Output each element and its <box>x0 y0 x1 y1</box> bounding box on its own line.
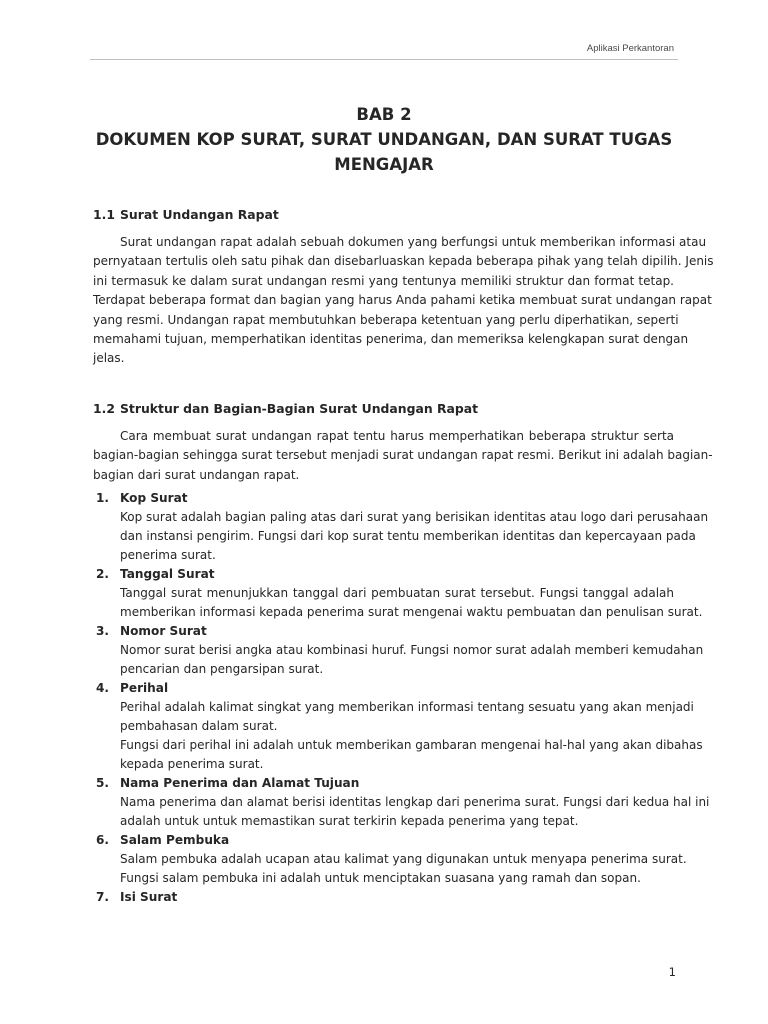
description-line: pencarian dan pengarsipan surat. <box>120 662 324 676</box>
description-line: kepada penerima surat. <box>120 757 264 771</box>
list-item-title: Nama Penerima dan Alamat Tujuan <box>120 776 360 790</box>
paragraph-line: memahami tujuan, memperhatikan identitas penerima, dan memeriksa kelengkapan surat dengan <box>93 332 689 347</box>
list-item-number: 1. <box>96 491 110 505</box>
list-item <box>93 489 709 565</box>
list-item <box>93 622 704 679</box>
section-number: 1.2 <box>93 401 115 416</box>
description-line: Salam pembuka adalah ucapan atau kalimat yang digunakan untuk menyapa penerima surat. <box>120 852 687 866</box>
paragraph-line: bagian dari surat undangan rapat. <box>93 467 300 482</box>
paragraph-line: Cara membuat surat undangan rapat tentu harus memperhatikan beberapa struktur serta <box>120 429 674 443</box>
chapter-title-line-1: DOKUMEN KOP SURAT, SURAT UNDANGAN, DAN SURAT TUGAS <box>95 130 673 149</box>
paragraph-line: bagian-bagian sehingga surat tersebut menjadi surat undangan rapat resmi. Berikut ini adalah bagian- <box>93 448 713 463</box>
list-item <box>93 831 687 888</box>
list-item-title: Nomor Surat <box>120 624 207 638</box>
description-line: Fungsi salam pembuka ini adalah untuk menciptakan suasana yang ramah dan sopan. <box>120 871 641 885</box>
list-item <box>93 679 703 774</box>
list-item-description <box>120 698 703 774</box>
paragraph-line: ini termasuk ke dalam surat undangan resmi yang tentunya memiliki struktur dan format tetap. <box>93 273 674 288</box>
list-item-title: Isi Surat <box>120 890 178 904</box>
section-number: 1.1 <box>93 207 115 222</box>
list-item-title: Kop Surat <box>120 491 188 505</box>
list-item-number: 5. <box>96 776 110 790</box>
chapter-title-line-2: MENGAJAR <box>334 155 434 174</box>
chapter-label: BAB 2 <box>356 105 412 124</box>
section-heading-1-1 <box>93 207 279 222</box>
paragraph-line: Surat undangan rapat adalah sebuah dokumen yang berfungsi untuk memberikan informasi atau <box>120 235 707 249</box>
description-line: Kop surat adalah bagian paling atas dari surat yang berisikan identitas atau logo dari perusahaan <box>120 510 709 524</box>
description-line: Nama penerima dan alamat berisi identitas lengkap dari penerima surat. Fungsi dari kedua hal ini <box>120 795 710 809</box>
list-item-description <box>120 641 704 679</box>
section-1-1-paragraph <box>93 233 714 369</box>
paragraph-line: pernyataan tertulis oleh satu pihak dan disebarluaskan kepada beberapa pihak yang telah dipilih. Jenis <box>93 254 714 269</box>
paragraph-line: Terdapat beberapa format dan bagian yang harus Anda pahami ketika membuat surat undangan rapat <box>93 293 712 308</box>
description-line: Fungsi dari perihal ini adalah untuk memberikan gambaran mengenai hal-hal yang akan dibahas <box>120 738 703 752</box>
list-item-title: Perihal <box>120 681 169 695</box>
list-item-description <box>120 850 687 888</box>
description-line: adalah untuk untuk memastikan surat terkirin kepada penerima yang tepat. <box>120 814 579 828</box>
list-item <box>93 774 710 831</box>
header-divider <box>90 59 678 60</box>
section-1-2-paragraph <box>93 427 713 485</box>
list-item-description <box>120 508 709 565</box>
section-title: Surat Undangan Rapat <box>120 207 279 222</box>
list-item-description <box>120 584 703 622</box>
list-item-title: Tanggal Surat <box>120 567 215 581</box>
list-item <box>93 565 703 622</box>
paragraph-line: yang resmi. Undangan rapat membutuhkan beberapa ketentuan yang perlu diperhatikan, seperti <box>93 312 679 327</box>
list-item-number: 7. <box>96 890 110 904</box>
chapter-title-block <box>90 102 678 177</box>
description-line: pembahasan dalam surat. <box>120 719 278 733</box>
section-heading-1-2 <box>93 401 478 416</box>
description-line: Perihal adalah kalimat singkat yang memberikan informasi tentang sesuatu yang akan menjadi <box>120 700 694 714</box>
description-line: penerima surat. <box>120 548 216 562</box>
section-title: Struktur dan Bagian-Bagian Surat Undangan Rapat <box>120 401 479 416</box>
description-line: Tanggal surat menunjukkan tanggal dari pembuatan surat tersebut. Fungsi tanggal adalah <box>120 586 674 600</box>
description-line: dan instansi pengirim. Fungsi dari kop surat tentu memberikan identitas dan kepercayaan pada <box>120 529 696 543</box>
list-item-number: 6. <box>96 833 110 847</box>
description-line: Nomor surat berisi angka atau kombinasi huruf. Fungsi nomor surat adalah memberi kemudahan <box>120 643 704 657</box>
list-item-number: 4. <box>96 681 110 695</box>
paragraph-line: jelas. <box>93 351 125 366</box>
running-header: Aplikasi Perkantoran <box>586 43 674 54</box>
page-number: 1 <box>668 965 676 979</box>
list-item-description <box>120 793 710 831</box>
list-item-number: 2. <box>96 567 110 581</box>
description-line: memberikan informasi kepada penerima surat mengenai waktu pembuatan dan penulisan surat. <box>120 605 703 619</box>
list-item <box>93 888 674 907</box>
list-item-number: 3. <box>96 624 110 638</box>
list-item-title: Salam Pembuka <box>120 833 230 847</box>
structure-list <box>93 489 710 907</box>
